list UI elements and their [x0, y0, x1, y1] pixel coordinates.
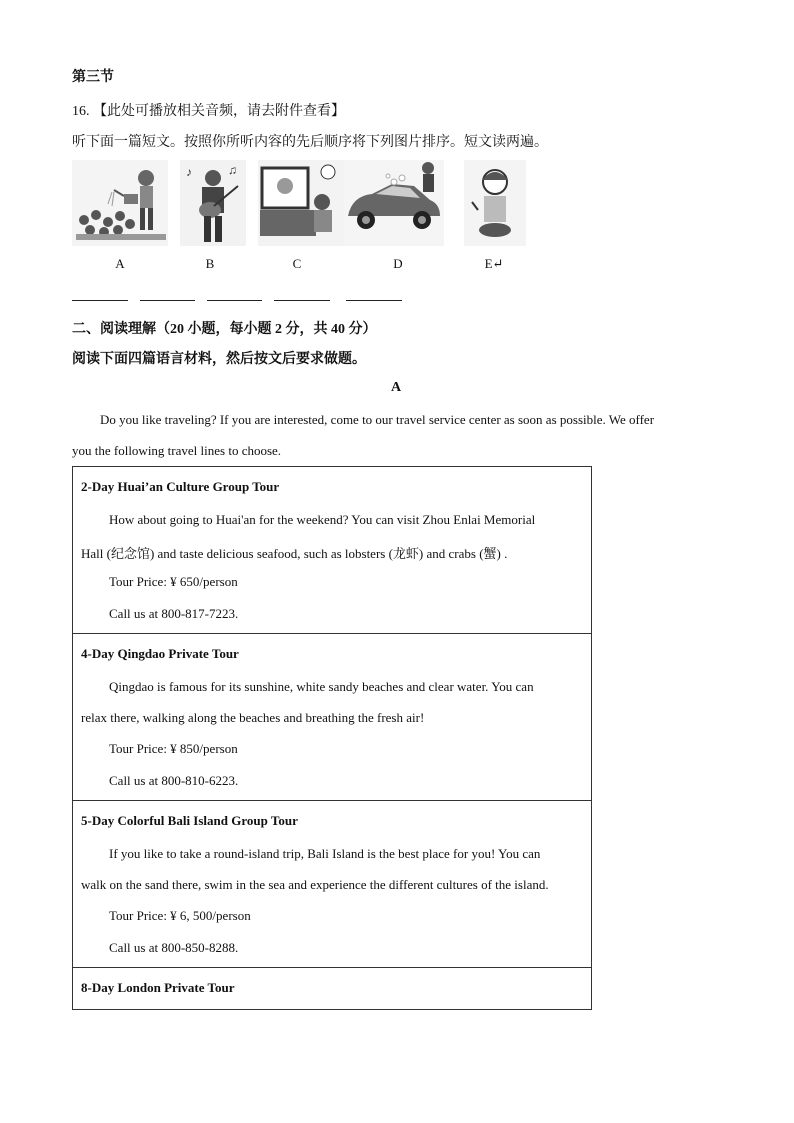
- tour-phone: Call us at 800-817-7223.: [109, 606, 239, 621]
- part-2-title: 二、阅读理解（20 小题，每小题 2 分，共 40 分）: [72, 322, 377, 337]
- passage-intro-line-1: Do you like traveling? If you are interested, come to our travel service center as soon as possible. We offer: [100, 412, 655, 427]
- tour-description: Qingdao is famous for its sunshine, white sandy beaches and clear water. You can: [109, 679, 534, 694]
- tour-description: relax there, walking along the beaches and breathing the fresh air!: [81, 710, 425, 725]
- tour-description: How about going to Huai'an for the weekend? You can visit Zhou Enlai Memorial: [109, 512, 536, 527]
- part-2-instruction: 阅读下面四篇语言材料，然后按文后要求做题。: [72, 352, 366, 367]
- picture-label-b: B: [205, 256, 215, 271]
- svg-text:♪: ♪: [186, 165, 192, 179]
- tour-phone: Call us at 800-850-8288.: [109, 940, 239, 955]
- answer-blank-4[interactable]: [274, 300, 330, 301]
- answer-blank-2[interactable]: [140, 300, 195, 301]
- section-title: 第三节: [72, 70, 114, 85]
- picture-label-e: E↵: [484, 256, 504, 271]
- tour-title: 5-Day Colorful Bali Island Group Tour: [81, 813, 298, 828]
- tour-description: If you like to take a round-island trip, Bali Island is the best place for you! You can: [109, 846, 541, 861]
- question-16-instruction: 听下面一篇短文。按照你所听内容的先后顺序将下列图片排序。短文读两遍。: [72, 135, 548, 150]
- passage-intro-line-2: you the following travel lines to choose.: [72, 443, 282, 458]
- tour-box-london: [72, 967, 592, 1010]
- answer-blank-1[interactable]: [72, 300, 128, 301]
- picture-label-a: A: [115, 256, 125, 271]
- picture-d-washing-car: [344, 160, 444, 246]
- tour-price: Tour Price: ¥ 850/person: [109, 741, 238, 756]
- tour-box-qingdao: [72, 633, 592, 801]
- tour-price: Tour Price: ¥ 6, 500/person: [109, 908, 251, 923]
- picture-row: [72, 160, 532, 270]
- tour-box-huaian: [72, 466, 592, 634]
- tour-price: Tour Price: ¥ 650/person: [109, 574, 238, 589]
- answer-blank-5[interactable]: [346, 300, 402, 301]
- answer-blank-3[interactable]: [207, 300, 262, 301]
- passage-label: A: [391, 380, 402, 395]
- picture-a-watering-flowers: [72, 160, 168, 246]
- tour-title: 4-Day Qingdao Private Tour: [81, 646, 239, 661]
- tour-box-bali: [72, 800, 592, 968]
- question-16-header: 16. 【此处可播放相关音频，请去附件查看】: [72, 104, 345, 119]
- tour-description: Hall (纪念馆) and taste delicious seafood, such as lobsters (龙虾) and crabs (蟹) .: [81, 546, 508, 561]
- picture-b-guitar-player: [180, 160, 246, 246]
- tour-title: 2-Day Huai’an Culture Group Tour: [81, 479, 280, 494]
- picture-label-d: D: [393, 256, 403, 271]
- tour-title: 8-Day London Private Tour: [81, 980, 235, 995]
- tour-phone: Call us at 800-810-6223.: [109, 773, 239, 788]
- tour-description: walk on the sand there, swim in the sea and experience the different cultures of the island.: [81, 877, 549, 892]
- picture-label-c: C: [292, 256, 302, 271]
- picture-e-cooking: [464, 160, 526, 246]
- picture-c-watching-tv: [258, 160, 344, 246]
- svg-text:♫: ♫: [228, 163, 237, 177]
